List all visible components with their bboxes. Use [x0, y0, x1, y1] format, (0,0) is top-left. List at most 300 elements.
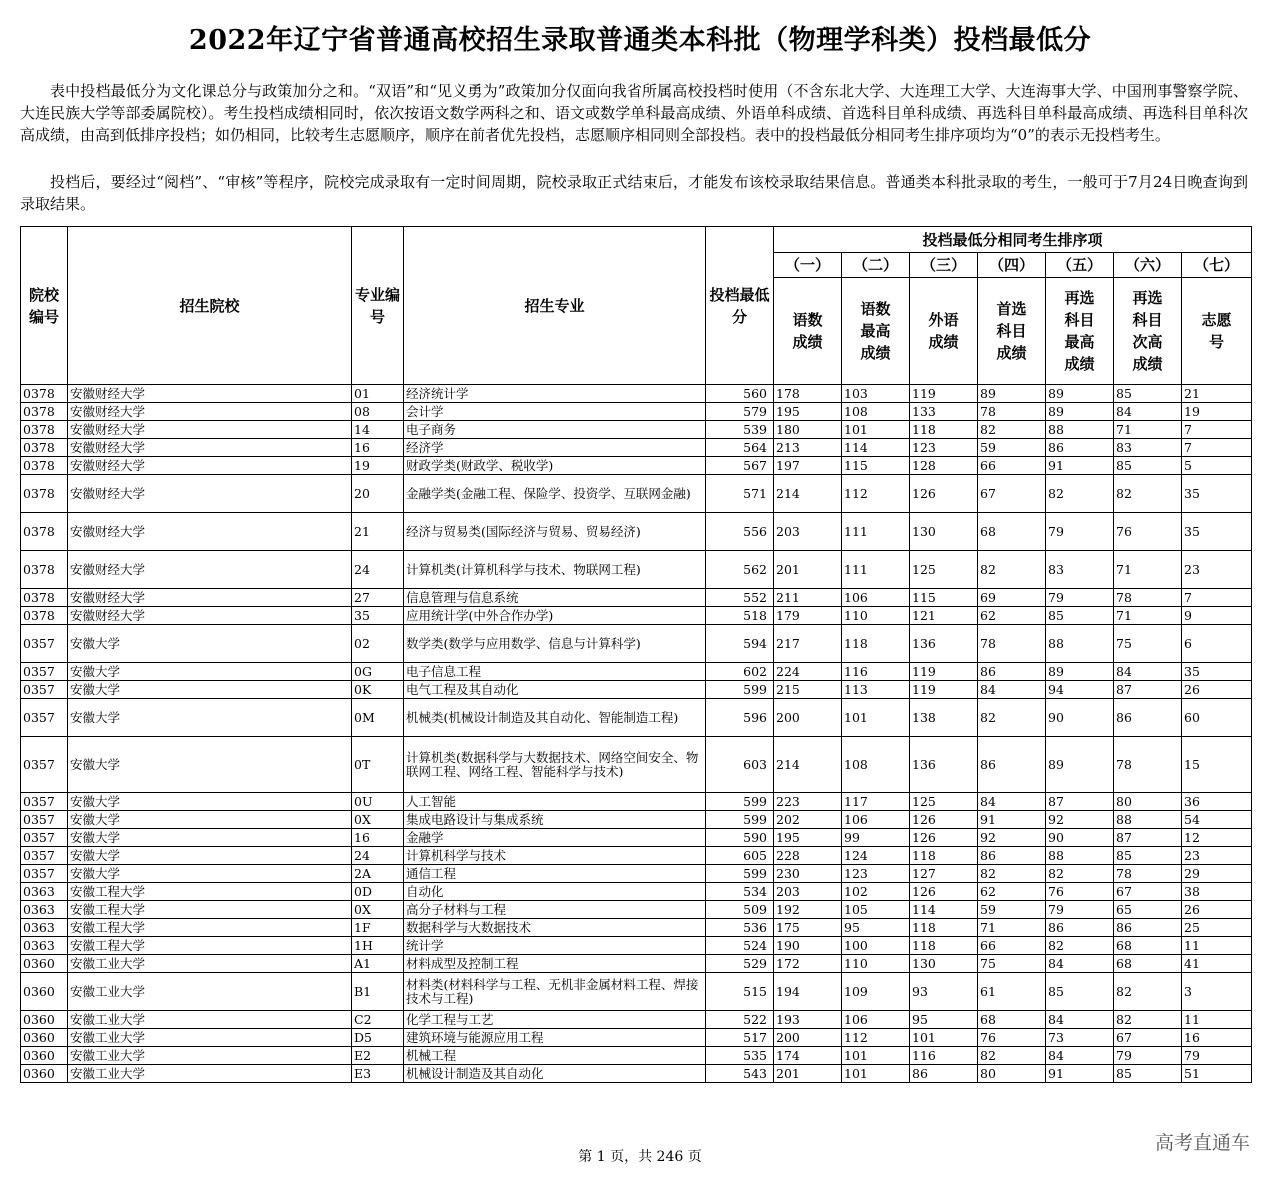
- cell-rank-value: 203: [774, 883, 842, 901]
- cell-rank-value: 94: [1046, 681, 1114, 699]
- cell-rank-value: 87: [1046, 793, 1114, 811]
- cell-rank-value: 136: [910, 737, 978, 793]
- cell-rank-value: 79: [1046, 589, 1114, 607]
- cell-min-score: 599: [706, 811, 774, 829]
- cell-school-code: 0363: [21, 901, 68, 919]
- cell-school-code: 0357: [21, 663, 68, 681]
- cell-rank-value: 105: [842, 901, 910, 919]
- cell-rank-value: 116: [910, 1047, 978, 1065]
- cell-rank-value: 54: [1182, 811, 1252, 829]
- cell-rank-value: 82: [1046, 475, 1114, 513]
- cell-rank-value: 7: [1182, 421, 1252, 439]
- cell-rank-value: 29: [1182, 865, 1252, 883]
- cell-major: 计算机类(计算机科学与技术、物联网工程): [404, 551, 706, 589]
- cell-rank-value: 88: [1046, 847, 1114, 865]
- cell-school-code: 0378: [21, 589, 68, 607]
- cell-major: 电子信息工程: [404, 663, 706, 681]
- cell-rank-value: 67: [1114, 883, 1182, 901]
- cell-rank-value: 175: [774, 919, 842, 937]
- cell-school: 安徽工业大学: [68, 1011, 352, 1029]
- header-rank-label: 语数成绩: [774, 278, 842, 385]
- cell-rank-value: 59: [978, 901, 1046, 919]
- cell-min-score: 602: [706, 663, 774, 681]
- cell-rank-value: 84: [1046, 955, 1114, 973]
- cell-rank-value: 62: [978, 883, 1046, 901]
- cell-min-score: 522: [706, 1011, 774, 1029]
- cell-school: 安徽财经大学: [68, 607, 352, 625]
- cell-major: 金融学类(金融工程、保险学、投资学、互联网金融): [404, 475, 706, 513]
- cell-rank-value: 103: [842, 385, 910, 403]
- cell-rank-value: 101: [842, 1047, 910, 1065]
- table-row: [21, 475, 1252, 513]
- cell-major-code: 21: [352, 513, 404, 551]
- cell-rank-value: 83: [1046, 551, 1114, 589]
- cell-rank-value: 214: [774, 475, 842, 513]
- cell-school: 安徽大学: [68, 793, 352, 811]
- cell-rank-value: 86: [1046, 439, 1114, 457]
- cell-rank-value: 223: [774, 793, 842, 811]
- cell-min-score: 552: [706, 589, 774, 607]
- cell-major: 建筑环境与能源应用工程: [404, 1029, 706, 1047]
- cell-school-code: 0357: [21, 847, 68, 865]
- cell-rank-value: 84: [1114, 663, 1182, 681]
- header-rank-num: （二）: [842, 253, 910, 278]
- cell-rank-value: 110: [842, 955, 910, 973]
- cell-rank-value: 26: [1182, 681, 1252, 699]
- cell-rank-value: 126: [910, 829, 978, 847]
- cell-rank-value: 89: [978, 385, 1046, 403]
- cell-major: 财政学类(财政学、税收学): [404, 457, 706, 475]
- cell-major: 统计学: [404, 937, 706, 955]
- cell-major: 机械设计制造及其自动化: [404, 1065, 706, 1083]
- table-row: [21, 457, 1252, 475]
- header-rank-num: （六）: [1114, 253, 1182, 278]
- cell-major-code: 0U: [352, 793, 404, 811]
- cell-min-score: 596: [706, 699, 774, 737]
- cell-school: 安徽大学: [68, 625, 352, 663]
- table-row: [21, 737, 1252, 793]
- cell-rank-value: 119: [910, 681, 978, 699]
- cell-rank-value: 114: [842, 439, 910, 457]
- cell-rank-value: 82: [978, 421, 1046, 439]
- cell-rank-value: 91: [1046, 457, 1114, 475]
- cell-school-code: 0357: [21, 737, 68, 793]
- cell-min-score: 517: [706, 1029, 774, 1047]
- table-row: [21, 589, 1252, 607]
- cell-rank-value: 67: [978, 475, 1046, 513]
- cell-rank-value: 100: [842, 937, 910, 955]
- cell-school: 安徽财经大学: [68, 403, 352, 421]
- cell-rank-value: 119: [910, 385, 978, 403]
- cell-rank-value: 88: [1114, 811, 1182, 829]
- cell-school: 安徽工业大学: [68, 1029, 352, 1047]
- header-rank-num: （七）: [1182, 253, 1252, 278]
- cell-min-score: 599: [706, 793, 774, 811]
- cell-rank-value: 101: [842, 421, 910, 439]
- cell-rank-value: 111: [842, 513, 910, 551]
- cell-major-code: 16: [352, 439, 404, 457]
- cell-major: 机械工程: [404, 1047, 706, 1065]
- cell-school-code: 0378: [21, 457, 68, 475]
- cell-rank-value: 88: [1046, 421, 1114, 439]
- cell-rank-value: 197: [774, 457, 842, 475]
- table-row: [21, 607, 1252, 625]
- cell-rank-value: 201: [774, 1065, 842, 1083]
- cell-major-code: 0G: [352, 663, 404, 681]
- cell-rank-value: 91: [1046, 1065, 1114, 1083]
- cell-rank-value: 93: [910, 973, 978, 1011]
- cell-rank-value: 113: [842, 681, 910, 699]
- cell-min-score: 605: [706, 847, 774, 865]
- cell-rank-value: 126: [910, 475, 978, 513]
- cell-min-score: 562: [706, 551, 774, 589]
- cell-rank-value: 203: [774, 513, 842, 551]
- cell-rank-value: 101: [910, 1029, 978, 1047]
- cell-school-code: 0357: [21, 811, 68, 829]
- cell-rank-value: 95: [842, 919, 910, 937]
- cell-min-score: 599: [706, 681, 774, 699]
- header-rank-group: 投档最低分相同考生排序项: [774, 227, 1252, 253]
- cell-min-score: 567: [706, 457, 774, 475]
- cell-rank-value: 123: [910, 439, 978, 457]
- cell-major-code: 01: [352, 385, 404, 403]
- cell-rank-value: 3: [1182, 973, 1252, 1011]
- cell-rank-value: 84: [978, 681, 1046, 699]
- cell-rank-value: 102: [842, 883, 910, 901]
- cell-rank-value: 86: [910, 1065, 978, 1083]
- cell-rank-value: 25: [1182, 919, 1252, 937]
- cell-school: 安徽工业大学: [68, 973, 352, 1011]
- table-row: [21, 513, 1252, 551]
- cell-rank-value: 68: [1114, 955, 1182, 973]
- table-row: [21, 385, 1252, 403]
- table-row: [21, 699, 1252, 737]
- cell-school: 安徽财经大学: [68, 513, 352, 551]
- cell-rank-value: 82: [978, 551, 1046, 589]
- cell-rank-value: 115: [910, 589, 978, 607]
- cell-major: 机械类(机械设计制造及其自动化、智能制造工程): [404, 699, 706, 737]
- cell-major-code: D5: [352, 1029, 404, 1047]
- cell-school-code: 0363: [21, 937, 68, 955]
- cell-major: 计算机类(数据科学与大数据技术、网络空间安全、物联网工程、网络工程、智能科学与技术): [404, 737, 706, 793]
- cell-school: 安徽大学: [68, 847, 352, 865]
- header-min-score: 投档最低分: [706, 227, 774, 385]
- cell-min-score: 536: [706, 919, 774, 937]
- cell-major-code: 24: [352, 847, 404, 865]
- cell-school: 安徽大学: [68, 699, 352, 737]
- cell-rank-value: 90: [1046, 829, 1114, 847]
- cell-rank-value: 85: [1046, 607, 1114, 625]
- cell-rank-value: 79: [1182, 1047, 1252, 1065]
- cell-rank-value: 26: [1182, 901, 1252, 919]
- cell-rank-value: 118: [910, 919, 978, 937]
- cell-rank-value: 79: [1046, 513, 1114, 551]
- cell-major-code: B1: [352, 973, 404, 1011]
- cell-school-code: 0378: [21, 403, 68, 421]
- header-rank-label: 再选科目最高成绩: [1046, 278, 1114, 385]
- cell-rank-value: 224: [774, 663, 842, 681]
- cell-rank-value: 91: [978, 811, 1046, 829]
- cell-rank-value: 115: [842, 457, 910, 475]
- cell-rank-value: 92: [1046, 811, 1114, 829]
- cell-rank-value: 38: [1182, 883, 1252, 901]
- cell-rank-value: 11: [1182, 937, 1252, 955]
- cell-major: 会计学: [404, 403, 706, 421]
- cell-major: 材料类(材料科学与工程、无机非金属材料工程、焊接技术与工程): [404, 973, 706, 1011]
- cell-rank-value: 75: [1114, 625, 1182, 663]
- cell-rank-value: 112: [842, 1029, 910, 1047]
- cell-school: 安徽大学: [68, 737, 352, 793]
- cell-major-code: A1: [352, 955, 404, 973]
- table-row: [21, 1065, 1252, 1083]
- cell-rank-value: 128: [910, 457, 978, 475]
- cell-major-code: 0M: [352, 699, 404, 737]
- cell-rank-value: 35: [1182, 513, 1252, 551]
- cell-rank-value: 138: [910, 699, 978, 737]
- cell-rank-value: 68: [978, 513, 1046, 551]
- cell-rank-value: 201: [774, 551, 842, 589]
- cell-major-code: 08: [352, 403, 404, 421]
- cell-rank-value: 112: [842, 475, 910, 513]
- cell-major: 自动化: [404, 883, 706, 901]
- cell-rank-value: 228: [774, 847, 842, 865]
- cell-rank-value: 106: [842, 811, 910, 829]
- cell-major-code: 14: [352, 421, 404, 439]
- cell-school-code: 0357: [21, 829, 68, 847]
- cell-rank-value: 111: [842, 551, 910, 589]
- cell-major-code: 0T: [352, 737, 404, 793]
- cell-rank-value: 118: [910, 847, 978, 865]
- cell-rank-value: 84: [1046, 1047, 1114, 1065]
- cell-major: 经济统计学: [404, 385, 706, 403]
- cell-rank-value: 86: [1046, 919, 1114, 937]
- cell-school-code: 0378: [21, 439, 68, 457]
- cell-rank-value: 130: [910, 955, 978, 973]
- table-row: [21, 681, 1252, 699]
- table-row: [21, 973, 1252, 1011]
- cell-rank-value: 82: [978, 699, 1046, 737]
- cell-rank-value: 123: [842, 865, 910, 883]
- cell-major-code: 02: [352, 625, 404, 663]
- cell-rank-value: 106: [842, 589, 910, 607]
- cell-min-score: 518: [706, 607, 774, 625]
- cell-rank-value: 85: [1046, 973, 1114, 1011]
- cell-school-code: 0360: [21, 955, 68, 973]
- cell-school: 安徽财经大学: [68, 439, 352, 457]
- cell-school: 安徽财经大学: [68, 421, 352, 439]
- cell-rank-value: 71: [1114, 607, 1182, 625]
- cell-rank-value: 89: [1046, 663, 1114, 681]
- cell-rank-value: 23: [1182, 847, 1252, 865]
- cell-rank-value: 84: [978, 793, 1046, 811]
- cell-rank-value: 7: [1182, 589, 1252, 607]
- cell-school-code: 0357: [21, 699, 68, 737]
- cell-rank-value: 178: [774, 385, 842, 403]
- cell-rank-value: 180: [774, 421, 842, 439]
- cell-rank-value: 59: [978, 439, 1046, 457]
- cell-rank-value: 92: [978, 829, 1046, 847]
- cell-rank-value: 194: [774, 973, 842, 1011]
- cell-rank-value: 108: [842, 403, 910, 421]
- cell-rank-value: 23: [1182, 551, 1252, 589]
- cell-rank-value: 90: [1046, 699, 1114, 737]
- cell-min-score: 594: [706, 625, 774, 663]
- table-row: [21, 937, 1252, 955]
- cell-rank-value: 200: [774, 699, 842, 737]
- cell-major-code: 1F: [352, 919, 404, 937]
- cell-major-code: 0K: [352, 681, 404, 699]
- cell-school: 安徽工业大学: [68, 955, 352, 973]
- cell-rank-value: 195: [774, 829, 842, 847]
- cell-rank-value: 71: [1114, 551, 1182, 589]
- cell-min-score: 599: [706, 865, 774, 883]
- cell-rank-value: 101: [842, 1065, 910, 1083]
- cell-rank-value: 86: [1114, 919, 1182, 937]
- cell-rank-value: 84: [1046, 1011, 1114, 1029]
- cell-min-score: 571: [706, 475, 774, 513]
- cell-rank-value: 80: [978, 1065, 1046, 1083]
- cell-rank-value: 108: [842, 737, 910, 793]
- cell-rank-value: 83: [1114, 439, 1182, 457]
- cell-school: 安徽大学: [68, 829, 352, 847]
- header-rank-label: 再选科目次高成绩: [1114, 278, 1182, 385]
- cell-school-code: 0360: [21, 1065, 68, 1083]
- cell-school: 安徽财经大学: [68, 589, 352, 607]
- cell-rank-value: 116: [842, 663, 910, 681]
- cell-min-score: 515: [706, 973, 774, 1011]
- table-row: [21, 811, 1252, 829]
- cell-rank-value: 172: [774, 955, 842, 973]
- cell-rank-value: 60: [1182, 699, 1252, 737]
- cell-min-score: 509: [706, 901, 774, 919]
- cell-rank-value: 71: [1114, 421, 1182, 439]
- cell-rank-value: 214: [774, 737, 842, 793]
- cell-rank-value: 78: [1114, 737, 1182, 793]
- cell-rank-value: 36: [1182, 793, 1252, 811]
- cell-rank-value: 106: [842, 1011, 910, 1029]
- cell-rank-value: 85: [1114, 385, 1182, 403]
- cell-rank-value: 211: [774, 589, 842, 607]
- cell-min-score: 560: [706, 385, 774, 403]
- cell-rank-value: 86: [978, 737, 1046, 793]
- table-row: [21, 919, 1252, 937]
- cell-rank-value: 89: [1046, 385, 1114, 403]
- cell-major-code: 24: [352, 551, 404, 589]
- cell-major: 数学类(数学与应用数学、信息与计算科学): [404, 625, 706, 663]
- cell-major: 通信工程: [404, 865, 706, 883]
- cell-rank-value: 82: [1114, 973, 1182, 1011]
- cell-major-code: 27: [352, 589, 404, 607]
- cell-major: 信息管理与信息系统: [404, 589, 706, 607]
- cell-rank-value: 76: [978, 1029, 1046, 1047]
- cell-rank-value: 118: [910, 937, 978, 955]
- cell-rank-value: 126: [910, 811, 978, 829]
- table-row: [21, 865, 1252, 883]
- admission-score-table: [20, 226, 1252, 1083]
- cell-major: 经济学: [404, 439, 706, 457]
- page-title: 2022年辽宁省普通高校招生录取普通类本科批（物理学科类）投档最低分: [188, 25, 1092, 56]
- cell-min-score: 529: [706, 955, 774, 973]
- cell-rank-value: 85: [1114, 457, 1182, 475]
- cell-major-code: E3: [352, 1065, 404, 1083]
- cell-school: 安徽大学: [68, 811, 352, 829]
- cell-school-code: 0360: [21, 1029, 68, 1047]
- cell-rank-value: 61: [978, 973, 1046, 1011]
- cell-school: 安徽工程大学: [68, 901, 352, 919]
- cell-rank-value: 41: [1182, 955, 1252, 973]
- cell-major-code: 35: [352, 607, 404, 625]
- cell-rank-value: 86: [1114, 699, 1182, 737]
- cell-min-score: 579: [706, 403, 774, 421]
- cell-major: 材料成型及控制工程: [404, 955, 706, 973]
- cell-school: 安徽财经大学: [68, 551, 352, 589]
- header-rank-num: （五）: [1046, 253, 1114, 278]
- table-row: [21, 421, 1252, 439]
- cell-rank-value: 213: [774, 439, 842, 457]
- cell-rank-value: 9: [1182, 607, 1252, 625]
- cell-school: 安徽工程大学: [68, 919, 352, 937]
- cell-rank-value: 82: [1046, 865, 1114, 883]
- cell-rank-value: 86: [978, 847, 1046, 865]
- table-row: [21, 1029, 1252, 1047]
- cell-rank-value: 80: [1114, 793, 1182, 811]
- header-rank-num: （三）: [910, 253, 978, 278]
- table-row: [21, 793, 1252, 811]
- cell-rank-value: 190: [774, 937, 842, 955]
- cell-rank-value: 174: [774, 1047, 842, 1065]
- cell-rank-value: 87: [1114, 829, 1182, 847]
- cell-school-code: 0360: [21, 973, 68, 1011]
- cell-rank-value: 133: [910, 403, 978, 421]
- cell-rank-value: 15: [1182, 737, 1252, 793]
- cell-rank-value: 82: [1114, 1011, 1182, 1029]
- cell-major: 数据科学与大数据技术: [404, 919, 706, 937]
- cell-major: 电子商务: [404, 421, 706, 439]
- cell-school: 安徽工业大学: [68, 1047, 352, 1065]
- cell-rank-value: 118: [842, 625, 910, 663]
- cell-rank-value: 86: [978, 663, 1046, 681]
- cell-rank-value: 75: [978, 955, 1046, 973]
- cell-rank-value: 65: [1114, 901, 1182, 919]
- cell-major: 金融学: [404, 829, 706, 847]
- cell-rank-value: 193: [774, 1011, 842, 1029]
- cell-school-code: 0378: [21, 421, 68, 439]
- cell-rank-value: 130: [910, 513, 978, 551]
- cell-school: 安徽财经大学: [68, 475, 352, 513]
- cell-major-code: 20: [352, 475, 404, 513]
- cell-major-code: 0D: [352, 883, 404, 901]
- cell-rank-value: 82: [978, 865, 1046, 883]
- header-rank-label: 外语成绩: [910, 278, 978, 385]
- cell-major-code: 0X: [352, 901, 404, 919]
- table-row: [21, 439, 1252, 457]
- cell-rank-value: 89: [1046, 403, 1114, 421]
- cell-school-code: 0360: [21, 1011, 68, 1029]
- cell-rank-value: 85: [1114, 1065, 1182, 1083]
- cell-rank-value: 11: [1182, 1011, 1252, 1029]
- cell-rank-value: 215: [774, 681, 842, 699]
- cell-school-code: 0357: [21, 793, 68, 811]
- header-school: 招生院校: [68, 227, 352, 385]
- cell-rank-value: 51: [1182, 1065, 1252, 1083]
- cell-min-score: 603: [706, 737, 774, 793]
- cell-major: 集成电路设计与集成系统: [404, 811, 706, 829]
- cell-major: 人工智能: [404, 793, 706, 811]
- cell-rank-value: 35: [1182, 663, 1252, 681]
- cell-rank-value: 119: [910, 663, 978, 681]
- table-row: [21, 829, 1252, 847]
- cell-rank-value: 73: [1046, 1029, 1114, 1047]
